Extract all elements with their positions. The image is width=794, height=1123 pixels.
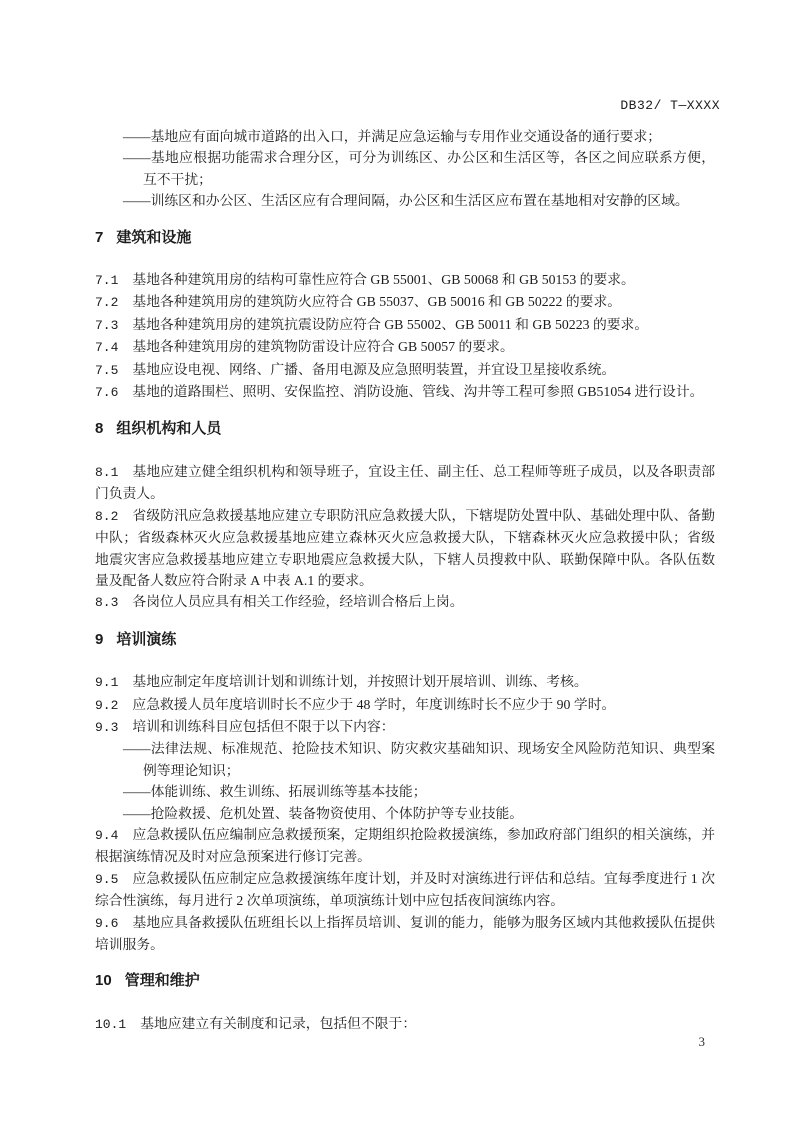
clause-text: 应急救援队伍应编制应急救援预案，定期组织抢险救援演练，参加政府部门组织的相关演练，并根据演练情况及时对应急预案进行修订完善。 xyxy=(95,826,715,865)
clause-text: 应急救援队伍应制定应急救援演练年度计划，并及时对演练进行评估和总结。宜每季度进行 1 次综合性演练，每月进行 2 次单项演练，单项演练计划中应包括夜间演练内容。 xyxy=(95,870,715,909)
clause-paragraph xyxy=(95,359,715,381)
clause-number: 9.3 xyxy=(95,719,119,735)
section-heading xyxy=(95,970,715,991)
clause-number: 7.3 xyxy=(95,317,119,333)
clause-paragraph xyxy=(95,671,715,693)
clause-number: 10.1 xyxy=(95,1016,127,1032)
clause-paragraph xyxy=(95,314,715,336)
clause-paragraph xyxy=(95,291,715,313)
section-number: 9 xyxy=(95,630,104,648)
clause-number: 7.1 xyxy=(95,273,119,289)
clause-paragraph xyxy=(95,868,715,912)
dash-list-item: ——法律法规、标准规范、抢险技术知识、防灾救灾基础知识、现场安全风险防范知识、典型案例等理论知识； xyxy=(123,741,715,778)
clause-number: 8.2 xyxy=(95,508,119,524)
clause-number: 9.2 xyxy=(95,697,119,713)
clause-paragraph xyxy=(95,505,715,592)
clause-paragraph xyxy=(95,461,715,505)
dash-list-item: ——基地应根据功能需求合理分区，可分为训练区、办公区和生活区等，各区之间应联系方便，互不干扰； xyxy=(123,150,715,187)
clause-text: 基地各种建筑用房的建筑抗震设防应符合 GB 55002、GB 50011 和 GB 50223 的要求。 xyxy=(132,316,649,332)
clause-paragraph xyxy=(95,694,715,716)
page-footer xyxy=(699,1033,706,1051)
clause-paragraph xyxy=(95,591,715,613)
clause-paragraph xyxy=(95,381,715,403)
clause-number: 7.6 xyxy=(95,385,119,401)
section-heading xyxy=(95,629,715,650)
page-number: 3 xyxy=(698,1034,705,1049)
clause-text: 基地应具备救援队伍班组长以上指挥员培训、复训的能力，能够为服务区域内其他救援队伍提供培训服务。 xyxy=(95,914,715,952)
clause-text: 基地应建立健全组织机构和领导班子，宜设主任、副主任、总工程师等班子成员，以及各职责部门负责人。 xyxy=(95,463,715,502)
clause-number: 8.3 xyxy=(95,595,119,611)
clause-text: 基地应制定年度培训计划和训练计划，并按照计划开展培训、训练、考核。 xyxy=(132,674,588,690)
clause-paragraph xyxy=(95,912,715,956)
section-title: 培训演练 xyxy=(116,630,177,648)
clause-number: 7.5 xyxy=(95,362,119,378)
dash-list-item: ——抢险救援、危机处置、装备物资使用、个体防护等专业技能。 xyxy=(123,805,524,821)
clause-number: 9.5 xyxy=(95,871,119,887)
page-header xyxy=(0,96,720,114)
clause-text: 省级防汛应急救援基地应建立专职防汛应急救援大队，下辖堤防处置中队、基础处理中队、备勤中队；省级森林灭火应急救援基地应建立森林灭火应急救援大队，下辖森林灭火应急救援中队；省级地震灾害应急救援基地应建立专职地震应急救援大队，下辖人员搜救中队、联勤保障中队。各队伍数量及配备人数应符合附录 A 中表 A.1 的要求。 xyxy=(95,507,715,588)
document-body xyxy=(95,126,715,1035)
clause-number: 9.1 xyxy=(95,675,119,691)
dash-list-item: ——基地应有面向城市道路的出入口，并满足应急运输与专用作业交通设备的通行要求； xyxy=(123,129,662,144)
section-number: 7 xyxy=(95,228,104,246)
clause-text: 培训和训练科目应包括但不限于以下内容： xyxy=(132,718,395,734)
clause-text: 基地的道路围栏、照明、安保监控、消防设施、管线、沟井等工程可参照 GB51054 进行设计。 xyxy=(132,384,704,400)
clause-paragraph xyxy=(95,716,715,738)
clause-number: 7.4 xyxy=(95,340,119,356)
clause-paragraph xyxy=(95,1013,715,1035)
document-number: DB32/ T—XXXX xyxy=(620,98,720,113)
clause-text: 各岗位人员应具有相关工作经验，经培训合格后上岗。 xyxy=(132,594,464,610)
section-heading xyxy=(95,418,715,439)
clause-paragraph xyxy=(95,824,715,868)
clause-text: 基地各种建筑用房的结构可靠性应符合 GB 55001、GB 50068 和 GB 50153 的要求。 xyxy=(132,272,635,288)
section-title: 建筑和设施 xyxy=(116,228,192,246)
clause-paragraph xyxy=(95,336,715,358)
clause-number: 9.6 xyxy=(95,915,119,931)
clause-text: 应急救援人员年度培训时长不应少于 48 学时，年度训练时长不应少于 90 学时。 xyxy=(132,696,616,712)
clause-text: 基地应建立有关制度和记录，包括但不限于： xyxy=(140,1015,417,1031)
clause-text: 基地应设电视、网络、广播、备用电源及应急照明装置，并宜设卫星接收系统。 xyxy=(132,361,616,377)
section-heading xyxy=(95,227,715,248)
clause-paragraph xyxy=(95,269,715,291)
dash-list-item: ——体能训练、救生训练、拓展训练等基本技能； xyxy=(123,784,427,800)
clause-text: 基地各种建筑用房的建筑防火应符合 GB 55037、GB 50016 和 GB 50222 的要求。 xyxy=(132,294,622,310)
clause-text: 基地各种建筑用房的建筑物防雷设计应符合 GB 50057 的要求。 xyxy=(132,339,514,355)
clause-number: 8.1 xyxy=(95,464,119,480)
dash-list-item: ——训练区和办公区、生活区应有合理间隔，办公区和生活区应布置在基地相对安静的区域。 xyxy=(123,193,689,209)
section-title: 管理和维护 xyxy=(124,972,200,990)
clause-number: 7.2 xyxy=(95,295,119,311)
section-number: 8 xyxy=(95,420,104,438)
clause-number: 9.4 xyxy=(95,827,119,843)
section-title: 组织机构和人员 xyxy=(116,420,222,438)
section-number: 10 xyxy=(95,972,112,990)
